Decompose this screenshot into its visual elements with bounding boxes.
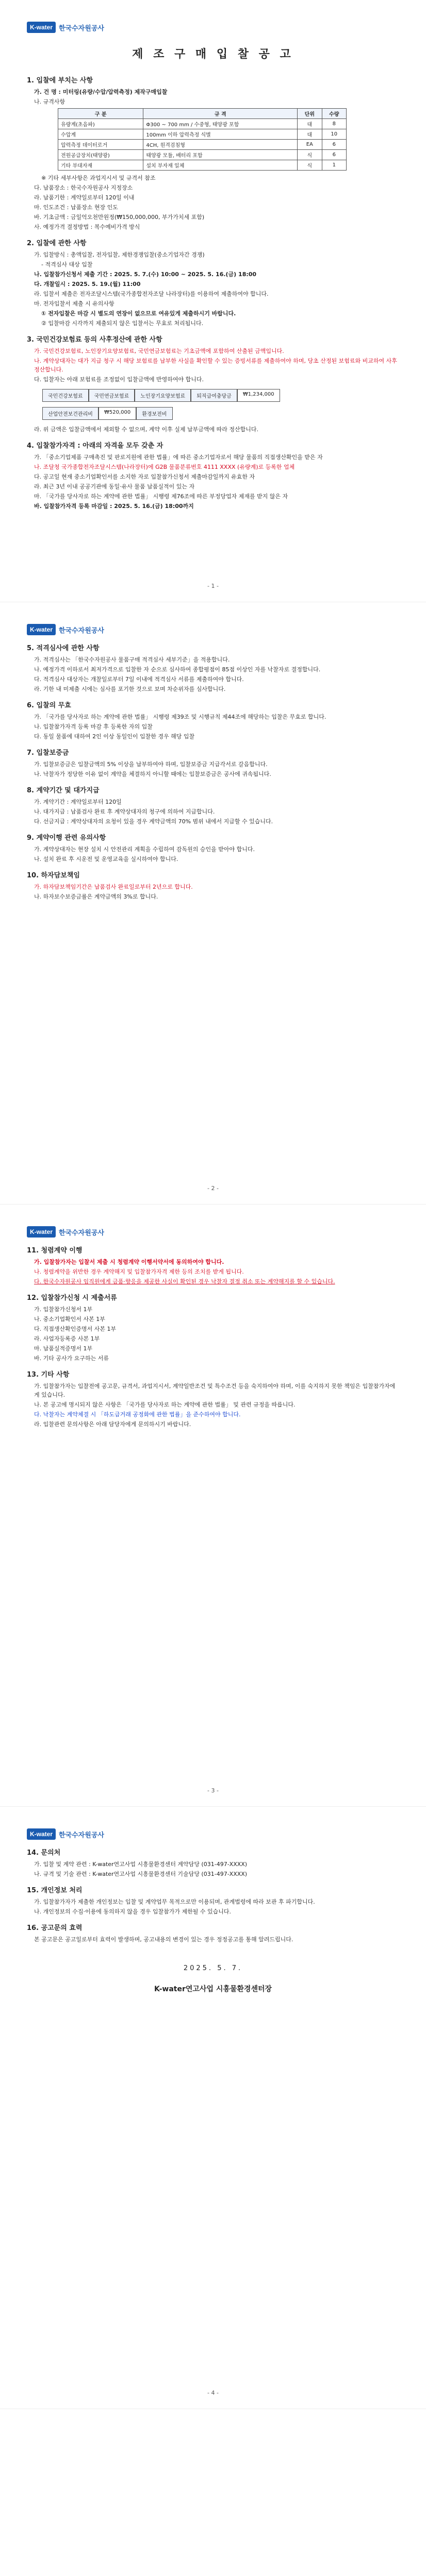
logo-name: 한국수자원공사	[59, 1831, 104, 1839]
item-text: 라. 입찰서 제출은 전자조달시스템(국가종합전자조달 나라장터)를 이용하여 제출하여야 합니다.	[34, 291, 269, 297]
item-text: 가. 입찰방식 : 총액입찰, 전자입찰, 제한경쟁입찰(중소기업자간 경쟁)	[34, 251, 205, 258]
item-text: 가. 적격심사는 「한국수자원공사 물품구매 적격심사 세부기준」을 적용합니다.	[34, 656, 230, 663]
section-heading: 1. 입찰에 부치는 사항	[27, 77, 93, 84]
item-text-red: 가. 하자담보책임기간은 납품검사 완료일로부터 2년으로 합니다.	[34, 884, 193, 890]
box-cell: 환경보전비	[136, 407, 172, 420]
table-cell: 100mm 이하 압력측정 식별	[143, 129, 298, 140]
item-text: ※ 기타 세부사항은 과업지시서 및 규격서 참조	[41, 175, 156, 181]
item-text: 가. 입찰참가자가 제출한 개인정보는 입찰 및 계약업무 목적으로만 이용되며, 관계법령에 따라 보관 후 파기합니다.	[34, 1899, 315, 1905]
box-cell: 퇴직급여충당금	[191, 389, 237, 402]
item-text: 가. 「국가를 당사자로 하는 계약에 관한 법률」 시행령 제39조 및 시행규칙 제44조에 해당하는 입찰은 무효로 합니다.	[34, 714, 326, 720]
safety-box-row	[42, 407, 399, 420]
box-cell: 국민연금보험료	[89, 389, 135, 402]
table-cell: 6	[322, 140, 346, 150]
item-text-red: 나. 계약상대자는 대가 지급 청구 시 해당 보험료를 납부한 사실을 확인할 수 있는 증빙서류를 제출하여야 하며, 당초 산정된 보험료와 비교하여 사후정산합니다.	[34, 358, 397, 373]
k-water-logo-icon: K-water	[27, 22, 56, 33]
table-cell: 수압계	[58, 129, 143, 140]
item-text: 나. 하자보수보증금률은 계약금액의 3%로 합니다.	[34, 893, 158, 900]
item-text: 마. 전자입찰서 제출 시 유의사항	[34, 300, 114, 307]
table-cell: Φ300 ~ 700 mm / 수중형, 태양광 포함	[143, 119, 298, 129]
table-row	[58, 119, 347, 129]
table-cell: 유량계(초음파)	[58, 119, 143, 129]
spec-table	[58, 108, 347, 171]
item-text: 가. 계약상대자는 현장 설치 시 안전관리 계획을 수립하여 감독원의 승인을 받아야 합니다.	[34, 846, 255, 853]
section-heading: 12. 입찰참가신청 시 제출서류	[27, 1294, 117, 1302]
logo-name: 한국수자원공사	[59, 1229, 104, 1237]
table-cell: 전원공급장치(태양광)	[58, 150, 143, 160]
item-text: 라. 기한 내 미제출 시에는 심사를 포기한 것으로 보며 차순위자를 심사합니다.	[34, 686, 226, 692]
item-text: 가. 입찰참가신청서 1부	[34, 1306, 93, 1313]
item-text: 라. 납품기한 : 계약일로부터 120일 이내	[34, 194, 135, 201]
logo	[27, 623, 399, 636]
item-text: 다. 선금지급 : 계약상대자의 요청이 있을 경우 계약금액의 70% 범위 내에서 지급할 수 있습니다.	[34, 818, 273, 825]
table-header: 단위	[298, 109, 322, 119]
table-cell: 식	[298, 150, 322, 160]
table-cell: 설치 부자재 일체	[143, 160, 298, 171]
document-page-3	[0, 1205, 426, 1807]
table-cell: 태양광 모듈, 배터리 포함	[143, 150, 298, 160]
logo-name: 한국수자원공사	[59, 626, 104, 635]
table-cell: 4CH, 원격검침형	[143, 140, 298, 150]
item-text: 라. 최근 3년 이내 공공기관에 동일·유사 물품 납품실적이 있는 자	[34, 483, 195, 490]
box-cell: 산업안전보건관리비	[42, 407, 99, 420]
item-text-red: 나. 청렴계약을 위반한 경우 계약해지 및 입찰참가자격 제한 등의 조치를 받게 됩니다.	[34, 1268, 244, 1275]
insurance-box-row	[42, 389, 399, 402]
k-water-logo-icon: K-water	[27, 1226, 56, 1238]
item-text-blue: 다. 낙찰자는 계약체결 시 「하도급거래 공정화에 관한 법률」을 준수하여야 합니다.	[34, 1411, 241, 1418]
item-text: 다. 동일 물품에 대하여 2인 이상 동일인이 입찰한 경우 해당 입찰	[34, 733, 195, 740]
section-heading: 15. 개인정보 처리	[27, 1887, 83, 1894]
table-row	[58, 140, 347, 150]
item-text: 나. 규격사항	[34, 98, 65, 105]
item-text-red: 나. 조달청 국가종합전자조달시스템(나라장터)에 G2B 물품분류번호 4111 XXXX (유량계)로 등록한 업체	[34, 464, 295, 470]
k-water-logo-icon: K-water	[27, 624, 56, 635]
section-heading: 14. 문의처	[27, 1849, 61, 1857]
item-text: 가. 입찰참가자는 입찰전에 공고문, 규격서, 과업지시서, 계약일반조건 및 특수조건 등을 숙지하여야 하며, 이를 숙지하지 못한 책임은 입찰참가자에게 있습니다.	[34, 1383, 396, 1398]
k-water-logo-icon: K-water	[27, 1828, 56, 1840]
item-text: 나. 예정가격 이하로서 최저가격으로 입찰한 자 순으로 심사하여 종합평점이 85점 이상인 자를 낙찰자로 결정합니다.	[34, 666, 321, 673]
item-text: 마. 납품실적증명서 1부	[34, 1345, 93, 1352]
item-text: 나. 규격 및 기술 관련 : K-water연고사업 시흥물환경센터 기술담당 (031-497-XXXX)	[34, 1871, 248, 1877]
item-text: 다. 입찰자는 아래 보험료를 조정없이 입찰금액에 반영하여야 합니다.	[34, 376, 204, 383]
item-text: 사. 예정가격 결정방법 : 복수예비가격 방식	[34, 224, 140, 230]
item-text: ② 입찰마감 시각까지 제출되지 않은 입찰서는 무효로 처리됩니다.	[41, 320, 204, 327]
item-text: 나. 입찰참가자격 등록 마감 후 등록한 자의 입찰	[34, 723, 153, 730]
section-heading: 10. 하자담보책임	[27, 872, 80, 879]
table-cell: EA	[298, 140, 322, 150]
item-text-emphasis: 다. 개찰일시 : 2025. 5. 19.(월) 11:00	[34, 281, 141, 287]
item-text: 나. 대가지급 : 납품검사 완료 후 계약상대자의 청구에 의하여 지급합니다.	[34, 808, 215, 815]
item-text: 가. 건 명 : 미터링(유량/수압/압력측정) 제작구매입찰	[34, 89, 168, 95]
section-heading: 2. 입찰에 관한 사항	[27, 240, 87, 247]
item-text: 나. 개인정보의 수집·이용에 동의하지 않을 경우 입찰참가가 제한될 수 있습니다.	[34, 1908, 231, 1915]
logo-name: 한국수자원공사	[59, 24, 104, 32]
item-text-red: 다. 한국수자원공사 임직원에게 금품·향응을 제공한 사실이 확인된 경우 낙찰자 결정 취소 또는 계약해지를 할 수 있습니다.	[34, 1278, 335, 1285]
item-text: 라. 사업자등록증 사본 1부	[34, 1335, 100, 1342]
section-heading: 3. 국민건강보험료 등의 사후정산에 관한 사항	[27, 336, 162, 344]
document-page-2	[0, 602, 426, 1205]
issuing-organization: K-water연고사업 시흥물환경센터장	[154, 1985, 272, 1993]
item-text: - 적격심사 대상 입찰	[41, 261, 93, 268]
table-cell: 10	[322, 129, 346, 140]
section-heading: 16. 공고문의 효력	[27, 1924, 83, 1932]
item-text: 나. 본 공고에 명시되지 않은 사항은 「국가를 당사자로 하는 계약에 관한 법률」 및 관련 규정을 따릅니다.	[34, 1401, 296, 1408]
announcement-date: 2025. 5. 7.	[183, 1964, 243, 1972]
logo	[27, 21, 399, 34]
item-text: 가. 계약기간 : 계약일로부터 120일	[34, 799, 122, 805]
item-text: 마. 「국가를 당사자로 하는 계약에 관한 법률」 시행령 제76조에 따른 부정당업자 제재를 받지 않은 자	[34, 493, 288, 500]
item-text-emphasis: 나. 입찰참가신청서 제출 기간 : 2025. 5. 7.(수) 10:00 ~ 2025. 5. 16.(금) 18:00	[34, 271, 257, 278]
section-heading: 13. 기타 사항	[27, 1371, 70, 1379]
item-text: 본 공고문은 공고일로부터 효력이 발생하며, 공고내용의 변경이 있는 경우 정정공고를 통해 알려드립니다.	[34, 1936, 293, 1943]
item-text-emphasis: ① 전자입찰은 마감 시 별도의 연장이 없으므로 여유있게 제출하시기 바랍니다.	[41, 310, 236, 317]
table-header: 구 분	[58, 109, 143, 119]
item-text: 가. 입찰보증금은 입찰금액의 5% 이상을 납부하여야 하며, 입찰보증금 지급각서로 갈음합니다.	[34, 761, 268, 768]
section-heading: 7. 입찰보증금	[27, 749, 69, 757]
document-page-blank-5	[0, 2409, 426, 2576]
item-text-red: 가. 국민건강보험료, 노인장기요양보험료, 국민연금보험료는 기초금액에 포함하여 산출된 금액입니다.	[34, 348, 284, 354]
page-number: - 2 -	[207, 1185, 219, 1192]
logo	[27, 1225, 399, 1239]
section-heading: 5. 적격심사에 관한 사항	[27, 645, 100, 652]
table-cell: 대	[298, 129, 322, 140]
section-heading: 11. 청렴계약 이행	[27, 1247, 83, 1255]
table-cell: 1	[322, 160, 346, 171]
item-text: 바. 기초금액 : 금일억오천만원정(₩150,000,000, 부가가치세 포함)	[34, 214, 205, 221]
item-text: 나. 설치 완료 후 시운전 및 운영교육을 실시하여야 합니다.	[34, 856, 178, 862]
item-text: 나. 중소기업확인서 사본 1부	[34, 1316, 105, 1323]
page-number: - 1 -	[207, 583, 219, 589]
item-text: 가. 「중소기업제품 구매촉진 및 판로지원에 관한 법률」에 따른 중소기업자로서 해당 물품의 직접생산확인을 받은 자	[34, 454, 323, 461]
table-row	[58, 129, 347, 140]
item-text: 라. 입찰관련 문의사항은 아래 담당자에게 문의하시기 바랍니다.	[34, 1421, 191, 1428]
box-cell: 노인장기요양보험료	[135, 389, 191, 402]
table-cell: 6	[322, 150, 346, 160]
document-title: 제 조 구 매 입 찰 공 고	[132, 48, 294, 61]
table-cell: 기타 부대자재	[58, 160, 143, 171]
table-cell: 압력측정 데이터로거	[58, 140, 143, 150]
item-text: 마. 인도조건 : 납품장소 현장 인도	[34, 204, 118, 211]
table-cell: 대	[298, 119, 322, 129]
table-header: 규 격	[143, 109, 298, 119]
section-heading: 4. 입찰참가자격 : 아래의 자격을 모두 갖춘 자	[27, 442, 163, 450]
section-heading: 9. 계약이행 관련 유의사항	[27, 834, 106, 842]
document-page-1	[0, 0, 426, 602]
logo	[27, 1827, 399, 1841]
table-row	[58, 160, 347, 171]
box-cell: 국민건강보험료	[42, 389, 89, 402]
item-text: 다. 공고일 현재 중소기업확인서를 소지한 자로 입찰참가신청서 제출마감일까지 유효한 자	[34, 473, 255, 480]
table-cell: 8	[322, 119, 346, 129]
item-text: 라. 위 금액은 입찰금액에서 제외할 수 없으며, 계약 이후 실제 납부금액에 따라 정산합니다.	[34, 426, 258, 433]
item-text: 다. 납품장소 : 한국수자원공사 지정장소	[34, 184, 133, 191]
item-text-emphasis: 바. 입찰참가자격 등록 마감일 : 2025. 5. 16.(금) 18:00까지	[34, 503, 194, 510]
item-text: 나. 낙찰자가 정당한 이유 없이 계약을 체결하지 아니할 때에는 입찰보증금은 공사에 귀속됩니다.	[34, 771, 271, 777]
table-row	[58, 150, 347, 160]
box-cell: ₩520,000	[99, 407, 136, 420]
item-text: 다. 직접생산확인증명서 사본 1부	[34, 1326, 117, 1332]
item-text: 바. 기타 공사가 요구하는 서류	[34, 1355, 109, 1362]
page-number: - 3 -	[207, 1787, 219, 1794]
section-heading: 8. 계약기간 및 대가지급	[27, 787, 100, 794]
table-cell: 식	[298, 160, 322, 171]
section-heading: 6. 입찰의 무효	[27, 702, 71, 709]
box-cell: ₩1,234,000	[237, 389, 280, 402]
item-text: 다. 적격심사 대상자는 개찰일로부터 7일 이내에 적격심사 서류를 제출하여야 합니다.	[34, 676, 244, 683]
item-text: 가. 입찰 및 계약 관련 : K-water연고사업 시흥물환경센터 계약담당 (031-497-XXXX)	[34, 1861, 248, 1868]
item-text-red: 가. 입찰참가자는 입찰서 제출 시 청렴계약 이행서약서에 동의하여야 합니다.	[34, 1259, 224, 1265]
page-number: - 4 -	[207, 2389, 219, 2396]
table-header: 수량	[322, 109, 346, 119]
document-page-4	[0, 1807, 426, 2409]
